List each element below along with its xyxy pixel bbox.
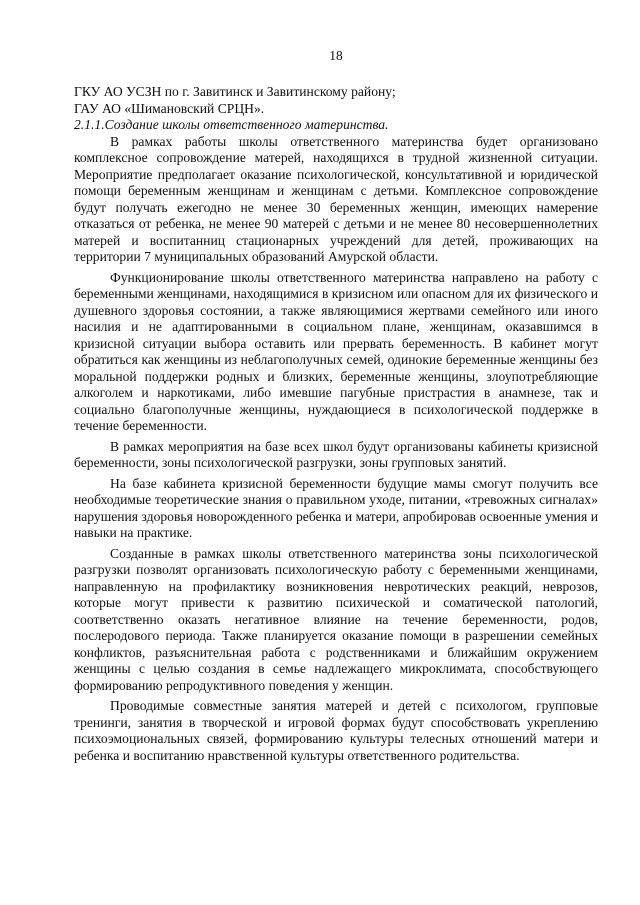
page-number: 18 [329, 48, 343, 63]
org-line-2: ГАУ АО «Шимановский СРЦН». [74, 100, 265, 116]
paragraph-2: Функционирование школы ответственного материнства направлено на работу с беременными женщинами, находящимися в кризисном или опасном для их физического и душевного здоровья состоянии, а также являющимися жертвами семейного или иного насилия и не адаптированными в социальном плане, женщинам, оказавшимся в кризисной ситуации выбора оставить или прервать беременность. В кабинет могут обратиться как женщины из неблагополучных семей, одинокие беременные женщины без моральной поддержки родных и близких, беременные женщины, злоупотребляющие алкоголем и наркотиками, либо имевшие пагубные пристрастия в анамнезе, так и социально благополучные женщины, нуждающиеся в психологической поддержке в течение беременности. [74, 269, 598, 433]
paragraph-5: Созданные в рамках школы ответственного материнства зоны психологической разгрузки позволят организовать психологическую работу с беременными женщинами, направленную на профилактику возникновения невротических реакций, неврозов, которые могут привести к развитию психической и соматической патологий, соответственно оказать негативное влияние на течение беременности, родов, послеродового периода. Также планируется оказание помощи в разрешении семейных конфликтов, разъяснительная работа с родственниками и ближайшим окружением женщины с целью создания в семье надлежащего микроклимата, способствующего формированию репродуктивного поведения у женщин. [74, 545, 598, 693]
paragraph-6: Проводимые совместные занятия матерей и детей с психологом, групповые тренинги, занятия в творческой и игровой формах будут способствовать укреплению психоэмоциональных связей, формированию культуры телесных отношений матери и ребенка и воспитанию нравственной культуры ответственного родительства. [74, 698, 598, 763]
section-heading: 2.1.1.Создание школы ответственного материнства. [74, 117, 389, 132]
paragraph-1: В рамках работы школы ответственного материнства будет организовано комплексное сопровождение матерей, находящихся в трудной жизненной ситуации. Мероприятие предполагает оказание психологической, консультативной и юридической помощи беременным женщинам и женщинам с детьми. Комплексное сопровождение будут получать ежегодно не менее 30 беременных женщин, имеющих намерение отказаться от ребенка, не менее 90 матерей с детьми и не менее 80 несовершеннолетних матерей и воспитанниц стационарных учреждений для детей, проживающих на территории 7 муниципальных образований Амурской области. [74, 133, 598, 264]
paragraph-4: На базе кабинета кризисной беременности будущие мамы смогут получить все необходимые теоретические знания о правильном уходе, питании, «тревожных сигналах» нарушения здоровья новорожденного ребенка и матери, апробировав освоенные умения и навыки на практике. [74, 475, 598, 540]
paragraph-3: В рамках мероприятия на базе всех школ будут организованы кабинеты кризисной беременности, зоны психологической разгрузки, зоны групповых занятий. [74, 438, 598, 470]
org-line-1: ГКУ АО УСЗН по г. Завитинск и Завитинскому району; [74, 84, 396, 99]
